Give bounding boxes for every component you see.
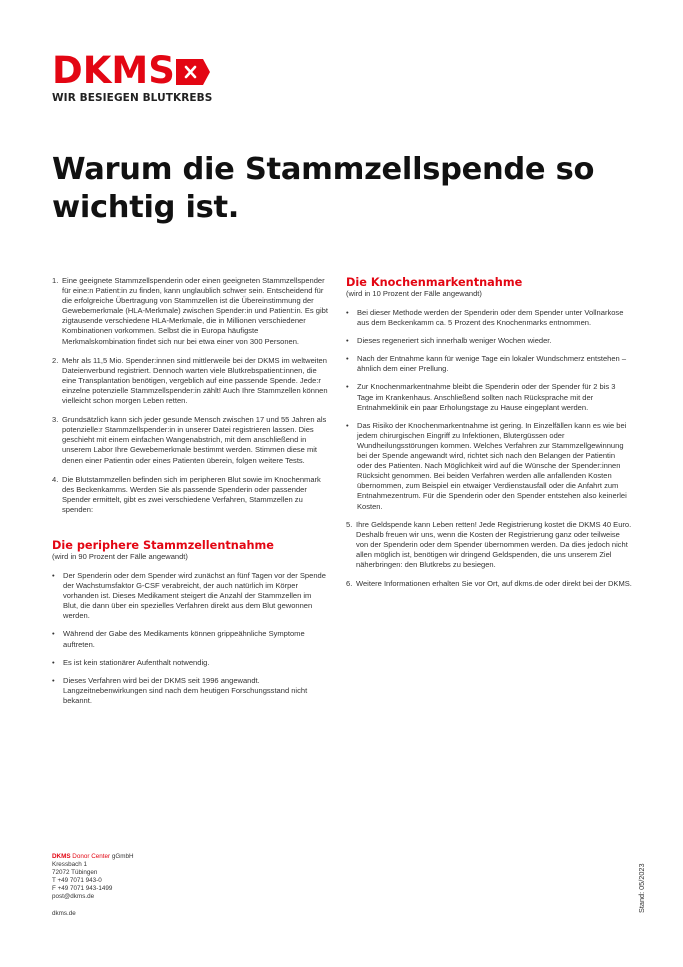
bullet-item <box>346 308 632 328</box>
item-text: Mehr als 11,5 Mio. Spender:innen sind mittlerweile bei der DKMS im weltweiten Dateienverbund registriert. Dennoch warten viele Blutkrebspatient:innen, die eine Transplantation benötigen, vergeblich auf eine passende Spende. Jede:r einzelne potenzielle Stammzellspender:in zählt! Auch Ihre Stammzellen können vielleicht schon morgen Leben retten. <box>62 355 328 406</box>
item-text: Weitere Informationen erhalten Sie vor Ort, auf dkms.de oder direkt bei der DKMS. <box>356 579 632 589</box>
footer-phone: T +49 7071 943-0 <box>52 877 102 885</box>
list-item <box>346 579 632 589</box>
bullet-item <box>52 629 328 649</box>
stand-date: Stand: 05/2023 <box>637 863 646 913</box>
footer-brand-line <box>52 853 134 861</box>
item-text: Die Blutstammzellen befinden sich im peripheren Blut sowie im Knochenmark des Beckenkamms. Werden Sie als passende Spenderin oder passender Spender ermittelt, gibt es zwei verschiedene Verfahren, Stammzellen zu spenden: <box>62 474 321 514</box>
knochenmark-title: Die Knochenmarkentnahme <box>346 276 523 289</box>
bullet-text: Dieses regeneriert sich innerhalb weniger Wochen wieder. <box>357 336 552 346</box>
periphere-section <box>52 539 328 706</box>
item-number: 6. <box>346 579 353 589</box>
bullet-item <box>346 354 632 374</box>
bullet-dot-icon: • <box>52 657 55 667</box>
bullet-dot-icon: • <box>346 308 349 317</box>
item-text: Eine geeignete Stammzellspenderin oder einen geeigneten Stammzellspender für eine:n Patient:in zu finden, kann unglaublich schwer sein. Entscheidend für die erfolgreiche Übertragung von Stammzellen ist die Übereinstimmung der Gewebemerkmale (HLA-Merkmale) zwischen Spender:in und Patient:in. Es gibt zigtausende verschiedene HLA-Merkmale, die in Millionen verschiedener Kombinationen vorkommen. Selbst die in Europa häufigste Merkmalskombination findet sich nur bei etwa einer von 300 Personen. <box>62 276 328 346</box>
logo-wordmark-row <box>52 49 212 92</box>
footer-email: post@dkms.de <box>52 893 95 901</box>
list-item <box>346 520 632 570</box>
footer-city: 72072 Tübingen <box>52 869 98 877</box>
list-item <box>52 415 328 465</box>
bullet-text: Der Spenderin oder dem Spender wird zunächst an fünf Tagen vor der Spende der Wachstumsfaktor G-CSF verabreicht, der auch natürlich im Körper vorhanden ist. Dieses Medikament steigert die Anzahl der Stammzellen im Blut, die dann über ein spezielles Verfahren direkt aus dem Blut gewonnen werden. <box>63 570 326 621</box>
item-number: 4. <box>52 474 59 484</box>
item-number: 3. <box>52 415 59 425</box>
bullet-dot-icon: • <box>52 629 55 639</box>
footer-website: dkms.de <box>52 909 76 917</box>
left-column <box>52 276 328 714</box>
bullet-item <box>346 421 632 512</box>
bullet-text: Bei dieser Methode werden der Spenderin oder dem Spender unter Vollnarkose aus dem Beckenkamm ca. 5 Prozent des Knochenmarks entnommen. <box>357 308 624 328</box>
dkms-logo <box>52 49 213 104</box>
logo-wordmark: DKMS <box>52 49 175 92</box>
footer-brand: DKMS <box>52 853 71 860</box>
x-mark-icon <box>176 59 210 85</box>
footer-address <box>52 853 134 918</box>
footer-brand-rest: Donor Center <box>72 853 111 860</box>
item-number: 5. <box>346 519 353 529</box>
bullet-text: Das Risiko der Knochenmarkentnahme ist gering. In Einzelfällen kann es wie bei jedem chirurgischen Eingriff zu Infektionen, Blutergüssen oder Wundheilungsstörungen kommen. Welches Verfahren zur Stammzellgewinnung bei der Spende angewandt wird, richtet sich nach den Belangen der Patientin oder des Patienten. Nach Möglichkeit wird auf die Wünsche der Spender:innen Rücksicht genommen. Bei beiden Verfahren werden alle anfallenden Kosten übernommen, zum Beispiel ein etwaiger Verdienstausfall oder die Anfahrt zum Entnahmezentrum. Für die Spenderin oder den Spender entstehen also keinerlei Kosten. <box>357 420 627 511</box>
bullet-item <box>52 571 328 621</box>
bullet-text: Während der Gabe des Medikaments können grippeähnliche Symptome auftreten. <box>63 629 305 649</box>
bullet-text: Es ist kein stationärer Aufenthalt notwendig. <box>63 657 210 667</box>
bullet-dot-icon: • <box>52 570 55 580</box>
right-column <box>346 276 632 598</box>
bullet-item <box>52 676 328 706</box>
item-number: 1. <box>52 276 59 285</box>
item-text: Ihre Geldspende kann Leben retten! Jede Registrierung kostet die DKMS 40 Euro. Deshalb freuen wir uns, wenn die Kosten der Registrierung ganz oder teilweise von der Spenderin oder dem Spender übernommen werden. Da dies jedoch nicht allen möglich ist, benötigen wir dringend Geldspenden, die uns unserem Ziel näherbringen: den Blutkrebs zu besiegen. <box>356 519 632 569</box>
logo-tagline: WIR BESIEGEN BLUTKREBS <box>52 92 213 104</box>
footer-street: Kressbach 1 <box>52 861 88 869</box>
page-headline: Warum die Stammzellspende so wichtig ist. <box>52 152 595 225</box>
knochenmark-subtitle: (wird in 10 Prozent der Fälle angewandt) <box>346 289 482 298</box>
list-item <box>52 475 328 515</box>
bullet-text: Nach der Entnahme kann für wenige Tage ein lokaler Wundschmerz entstehen – ähnlich dem einer Prellung. <box>357 354 627 374</box>
bullet-text: Dieses Verfahren wird bei der DKMS seit 1996 angewandt. Langzeitnebenwirkungen sind nach dem heutigen Forschungsstand nicht bekannt. <box>63 675 308 705</box>
footer-brand-suffix: gGmbH <box>111 853 134 860</box>
periphere-title: Die periphere Stammzellentnahme <box>52 538 274 552</box>
bullet-dot-icon: • <box>346 354 349 364</box>
footer-fax: F +49 7071 943-1499 <box>52 885 113 893</box>
periphere-subtitle: (wird in 90 Prozent der Fälle angewandt) <box>52 551 188 561</box>
bullet-item <box>346 336 632 346</box>
list-item <box>52 276 328 347</box>
bullet-dot-icon: • <box>346 420 349 430</box>
item-text: Grundsätzlich kann sich jeder gesunde Mensch zwischen 17 und 55 Jahren als potenzielle:r Stammzellspender:in in unserer Datei registrieren lassen. Dies geschieht mit einem einfachen Wangenabstrich, mit dem anschließend in unserem Labor Ihre Gewebemerkmale bestimmt werden. Stimmen diese mit denen einer Patientin oder eines Patienten überein, folgen weitere Tests. <box>62 415 327 465</box>
item-number: 2. <box>52 355 59 365</box>
bullet-dot-icon: • <box>346 336 349 346</box>
bullet-text: Zur Knochenmarkentnahme bleibt die Spenderin oder der Spender für 2 bis 3 Tage im Krankenhaus. Anschließend sollten nach Rücksprache mit der Entnahmeklinik ein paar Erholungstage zu Hause eingeplant werden. <box>357 382 616 412</box>
bullet-item <box>346 382 632 412</box>
bullet-dot-icon: • <box>346 382 349 392</box>
list-item <box>52 356 328 406</box>
bullet-dot-icon: • <box>52 675 55 685</box>
bullet-item <box>52 658 328 668</box>
